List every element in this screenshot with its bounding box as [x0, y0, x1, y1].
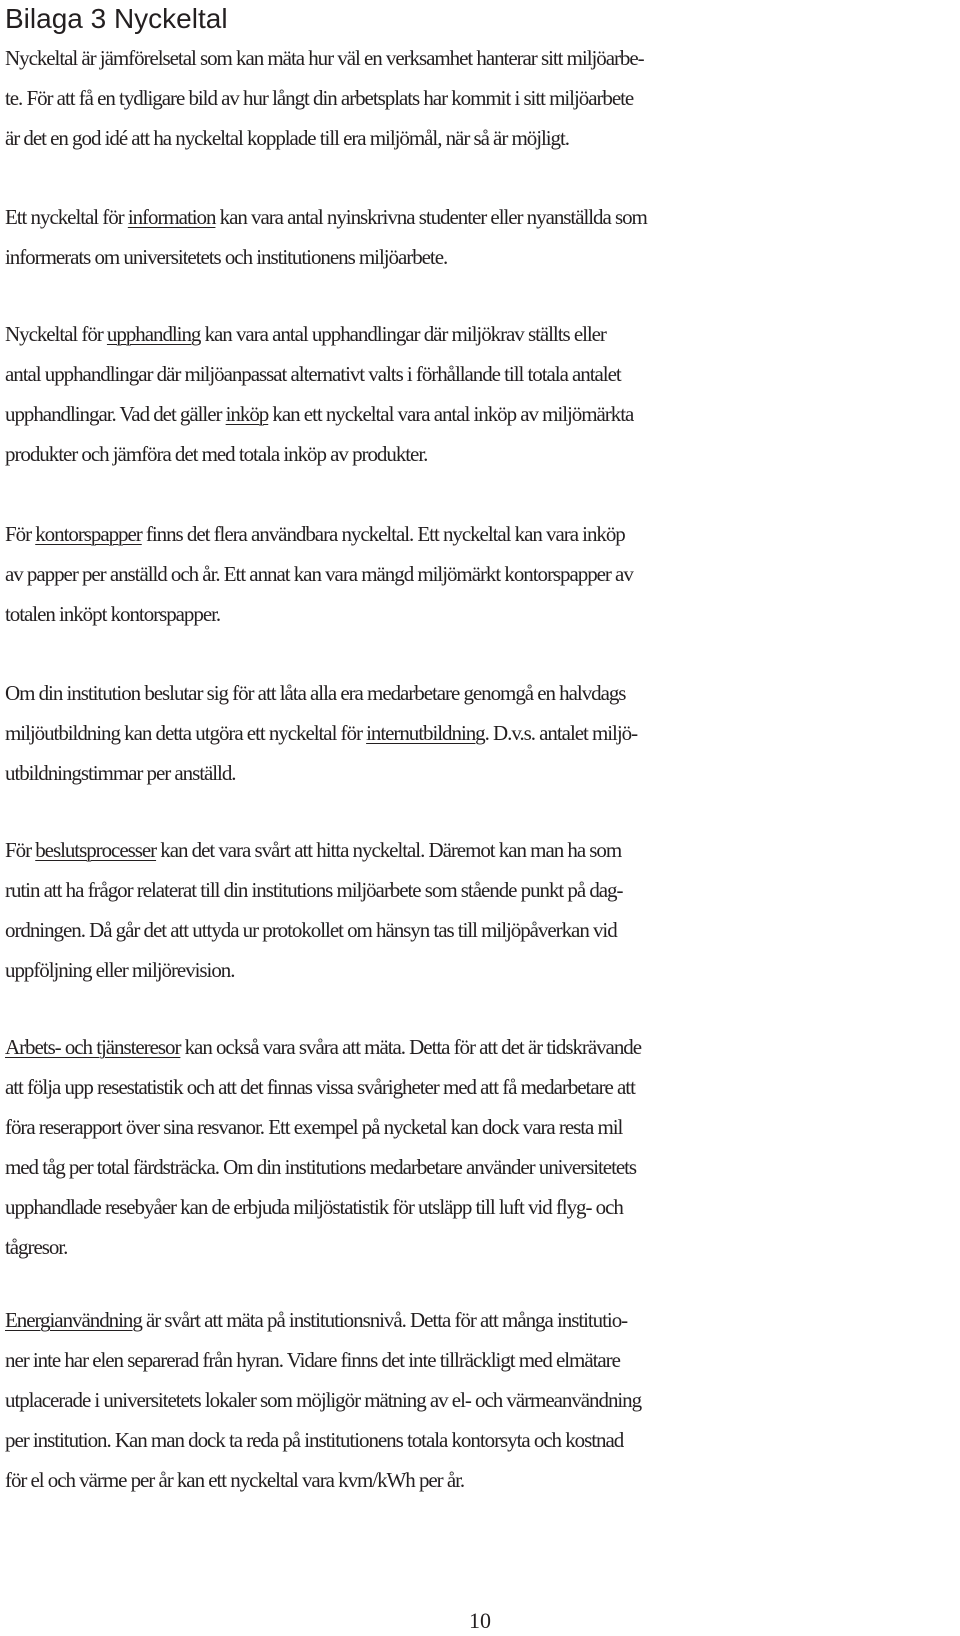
paragraph-line: Nyckeltal är jämförelsetal som kan mäta hur väl en verksamhet hanterar sitt miljöarbe-: [5, 46, 644, 70]
paragraph-line: ner inte har elen separerad från hyran. Vidare finns det inte tillräckligt med elmätare: [5, 1348, 620, 1372]
paragraph-line: tågresor.: [5, 1235, 68, 1259]
text-segment: kan ett nyckeltal vara antal inköp av miljömärkta: [268, 402, 634, 426]
text-segment: är svårt att mäta på institutionsnivå. Detta för att många institutio-: [141, 1308, 628, 1332]
text-segment: miljöutbildning kan detta utgöra ett nyckeltal för: [5, 721, 367, 745]
decisions-paragraph: [5, 830, 957, 990]
text-segment: Ett nyckeltal för: [5, 205, 128, 229]
paragraph-line: att följa upp resestatistik och att det finnas vissa svårigheter med att få medarbetare att: [5, 1075, 635, 1099]
text-segment: För: [5, 838, 36, 862]
paragraph-line: med tåg per total färdsträcka. Om din institutions medarbetare använder universitetets: [5, 1155, 637, 1179]
text-segment: Nyckeltal för: [5, 322, 107, 346]
text-segment: kan vara antal nyinskrivna studenter eller nyanställda som: [215, 205, 647, 229]
keyword-arbets-och-tjansteresor: Arbets- och tjänsteresor: [5, 1035, 181, 1059]
paragraph-line: [5, 1027, 957, 1067]
paragraph-line: uppföljning eller miljörevision.: [5, 958, 235, 982]
keyword-internutbildning: internutbildning: [366, 721, 485, 745]
paragraph-line: [5, 514, 957, 554]
paragraph-line: för el och värme per år kan ett nyckeltal vara kvm/kWh per år.: [5, 1468, 465, 1492]
paragraph-line: te. För att få en tydligare bild av hur långt din arbetsplats har kommit i sitt miljöarbete: [5, 86, 634, 110]
paragraph-line: ordningen. Då går det att uttyda ur protokollet om hänsyn tas till miljöpåverkan vid: [5, 918, 617, 942]
paragraph-line: av papper per anställd och år. Ett annat kan vara mängd miljömärkt kontorspapper av: [5, 562, 633, 586]
paragraph-line: utplacerade i universitetets lokaler som möjligör mätning av el- och värmeanvändning: [5, 1388, 642, 1412]
paragraph-line: rutin att ha frågor relaterat till din institutions miljöarbete som stående punkt på dag-: [5, 878, 623, 902]
procurement-paragraph: [5, 314, 957, 474]
text-segment: För: [5, 522, 36, 546]
keyword-kontorspapper: kontorspapper: [35, 522, 142, 546]
text-segment: kan vara antal upphandlingar där miljökrav ställts eller: [200, 322, 606, 346]
energy-paragraph: [5, 1300, 957, 1500]
paragraph-line: informerats om universitetets och institutionens miljöarbete.: [5, 245, 448, 269]
keyword-beslutsprocesser: beslutsprocesser: [35, 838, 157, 862]
information-paragraph: [5, 197, 957, 277]
page-number: 10: [469, 1608, 491, 1633]
paragraph-line: per institution. Kan man dock ta reda på institutionens totala kontorsyta och kostnad: [5, 1428, 624, 1452]
paragraph-line: [5, 1300, 957, 1340]
text-segment: kan också vara svåra att mäta. Detta för att det är tidskrävande: [180, 1035, 642, 1059]
paragraph-line: upphandlade resebyåer kan de erbjuda miljöstatistik för utsläpp till luft vid flyg- och: [5, 1195, 623, 1219]
travel-paragraph: [5, 1027, 957, 1267]
paragraph-line: [5, 394, 957, 434]
paragraph-line: antal upphandlingar där miljöanpassat alternativt valts i förhållande till totala antalet: [5, 362, 621, 386]
text-segment: kan det vara svårt att hitta nyckeltal. Däremot kan man ha som: [156, 838, 622, 862]
training-paragraph: [5, 673, 957, 793]
paragraph-line: föra reserapport över sina resvanor. Ett exempel på nycketal kan dock vara resta mil: [5, 1115, 623, 1139]
paragraph-line: utbildningstimmar per anställd.: [5, 761, 236, 785]
paragraph-line: [5, 713, 957, 753]
paragraph-line: [5, 830, 957, 870]
paragraph-line: [5, 197, 957, 237]
keyword-energianvandning: Energianvändning: [5, 1308, 142, 1332]
text-segment: finns det flera användbara nyckeltal. Ett nyckeltal kan vara inköp: [141, 522, 625, 546]
paragraph-line: totalen inköpt kontorspapper.: [5, 602, 221, 626]
paragraph-line: är det en god idé att ha nyckeltal kopplade till era miljömål, när så är möjligt.: [5, 126, 569, 150]
text-segment: upphandlingar. Vad det gäller: [5, 402, 226, 426]
office-paper-paragraph: [5, 514, 957, 634]
intro-paragraph: [5, 38, 957, 158]
paragraph-line: [5, 314, 957, 354]
keyword-inkop: inköp: [225, 402, 269, 426]
keyword-upphandling: upphandling: [106, 322, 201, 346]
paragraph-line: Om din institution beslutar sig för att låta alla era medarbetare genomgå en halvdags: [5, 681, 626, 705]
paragraph-line: produkter och jämföra det med totala inköp av produkter.: [5, 442, 428, 466]
keyword-information: information: [127, 205, 216, 229]
text-segment: . D.v.s. antalet miljö-: [484, 721, 638, 745]
page-title: Bilaga 3 Nyckeltal: [5, 3, 228, 34]
